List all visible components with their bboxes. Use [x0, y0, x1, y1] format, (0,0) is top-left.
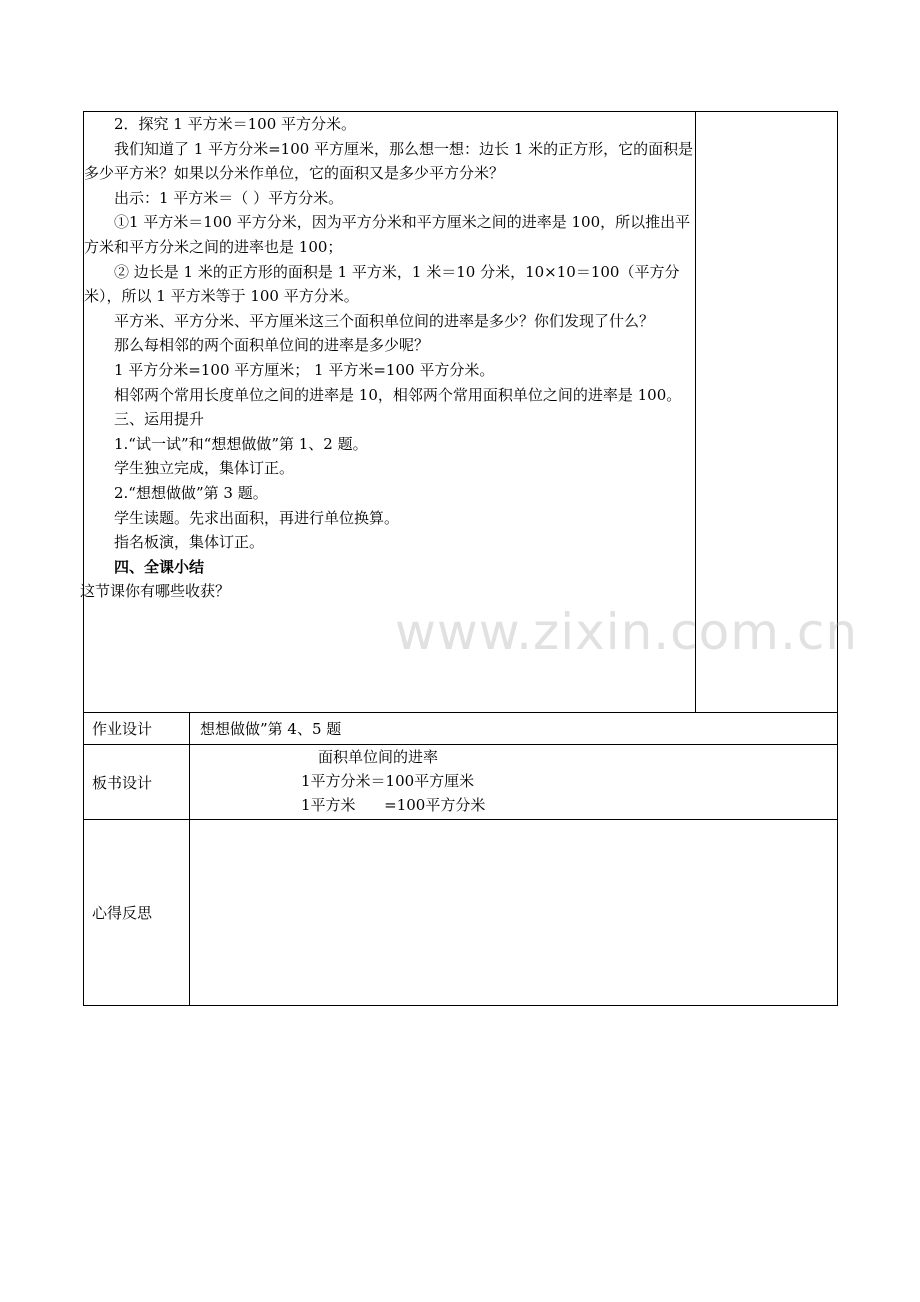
- reflection-label: 心得反思: [84, 820, 190, 1006]
- lesson-paragraph: 相邻两个常用长度单位之间的进率是 10，相邻两个常用面积单位之间的进率是 100。: [114, 385, 682, 404]
- section-heading: 四、全课小结: [114, 557, 205, 576]
- board-row: [84, 745, 838, 820]
- lesson-plan-table: [80, 111, 838, 1006]
- homework-label: 作业设计: [84, 713, 190, 745]
- homework-content: 想想做做”第 4、5 题: [190, 713, 838, 745]
- section-heading: 三、运用提升: [114, 410, 205, 429]
- reflection-content: [190, 820, 838, 1006]
- reflection-row: [84, 820, 838, 1006]
- lesson-paragraph: 1 平方分米=100 平方厘米； 1 平方米=100 平方分米。: [114, 360, 495, 379]
- lesson-paragraph: 这节课你有哪些收获？: [80, 582, 231, 601]
- board-line: 面积单位间的进率: [318, 748, 439, 766]
- board-line: 1平方米 =100平方分米: [301, 796, 486, 814]
- board-label: 板书设计: [84, 745, 190, 820]
- lesson-paragraph: 学生独立完成，集体订正。: [114, 459, 295, 478]
- homework-row: [84, 713, 838, 745]
- board-content: [190, 745, 838, 820]
- watermark: www.zixin.com.cn: [395, 603, 859, 661]
- lesson-paragraph: 指名板演，集体订正。: [114, 533, 265, 552]
- board-line: 1平方分米＝100平方厘米: [301, 772, 475, 790]
- lesson-paragraph: 2.“想想做做”第 3 题。: [114, 483, 268, 502]
- lesson-paragraph: 2．探究 1 平方米＝100 平方分米。: [114, 115, 357, 133]
- lesson-paragraph: ①1 平方米＝100 平方分米，因为平方分米和平方厘米之间的进率是 100，所以推出平方米和平方分米之间的进率也是 100；: [84, 213, 691, 256]
- lesson-paragraph: 出示：1 平方米＝（ ）平方分米。: [114, 188, 344, 207]
- lesson-paragraph: 那么每相邻的两个面积单位间的进率是多少呢？: [114, 336, 430, 355]
- lesson-paragraph: 平方米、平方分米、平方厘米这三个面积单位间的进率是多少？你们发现了什么？: [114, 311, 655, 330]
- lesson-paragraph: 学生读题。先求出面积，再进行单位换算。: [114, 508, 400, 527]
- lesson-paragraph: ② 边长是 1 米的正方形的面积是 1 平方米，1 米＝10 分米，10×10＝100（平方分米），所以 1 平方米等于 100 平方分米。: [84, 262, 680, 306]
- lesson-paragraph: 1.“试一试”和“想想做做”第 1、2 题。: [114, 434, 368, 453]
- lesson-paragraph: 我们知道了 1 平方分米=100 平方厘米，那么想一想：边长 1 米的正方形，它的面积是多少平方米？如果以分米作单位，它的面积又是多少平方分米？: [84, 139, 694, 183]
